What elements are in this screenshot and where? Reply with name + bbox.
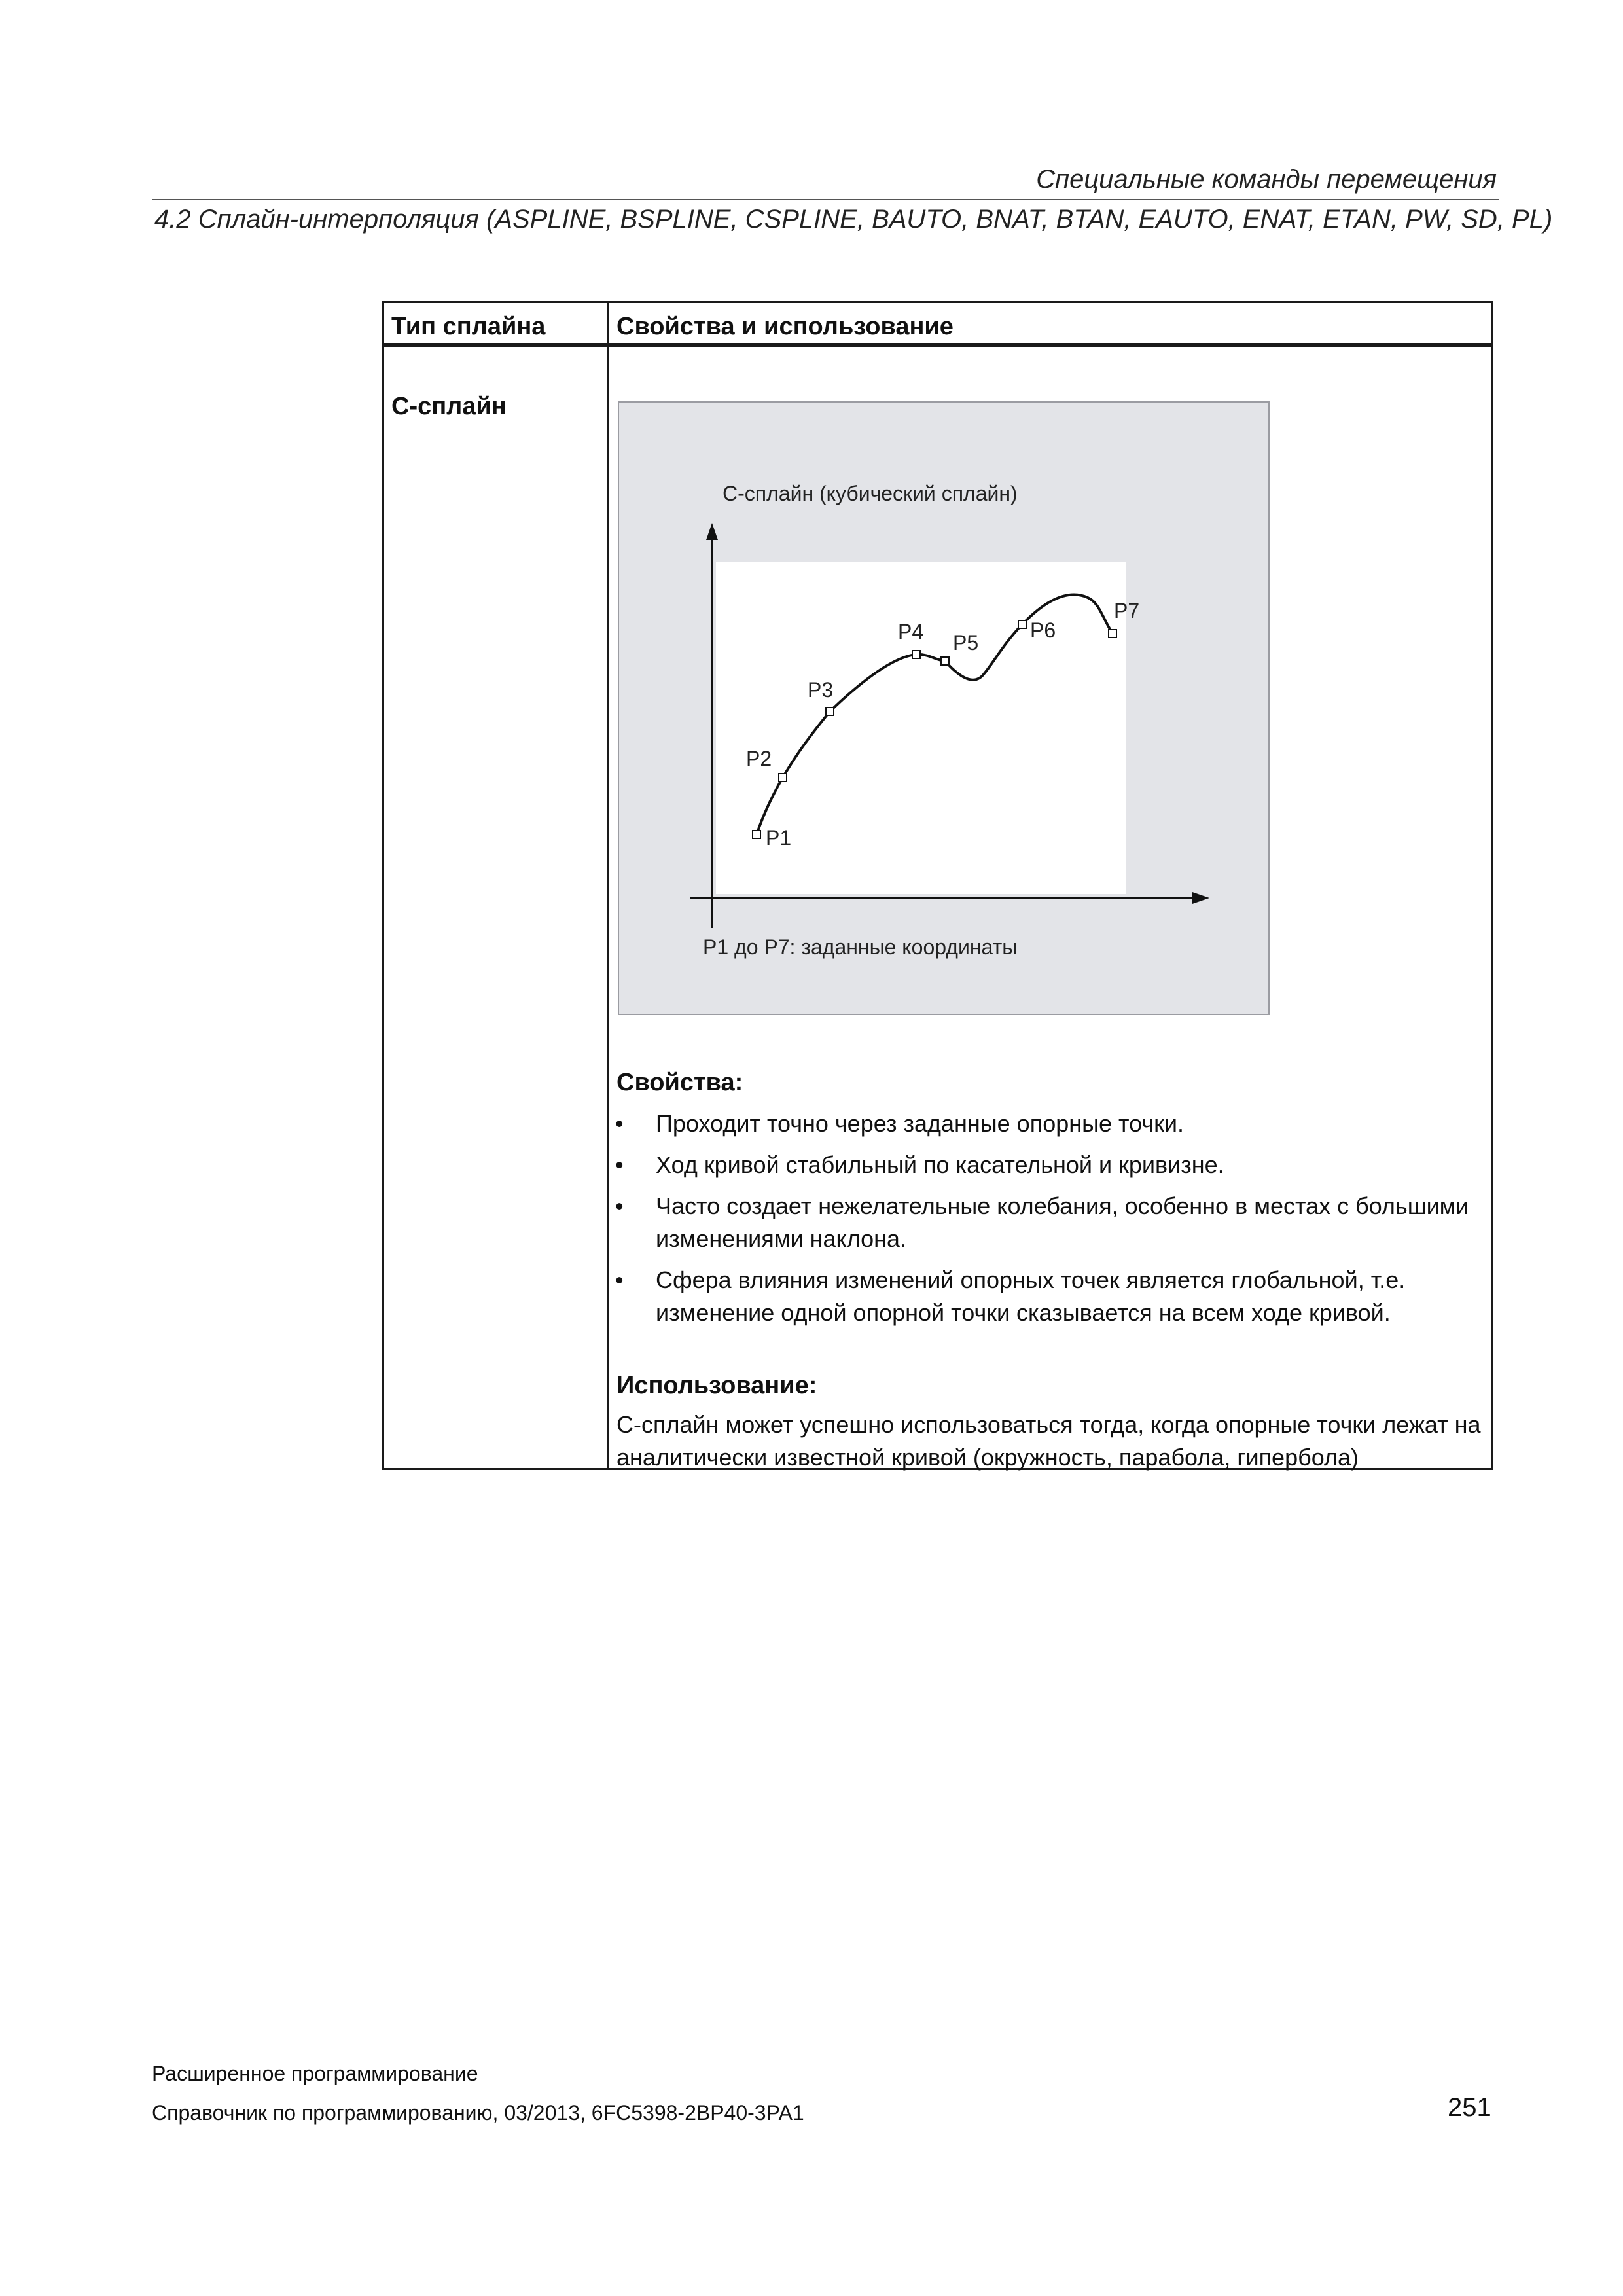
usage-heading: Использование: — [616, 1372, 817, 1399]
usage-text: C-сплайн может успешно использоваться тогда, когда опорные точки лежат на аналитически известной кривой (окружность, парабола, гипербола) — [616, 1411, 1481, 1471]
point-marker-p5 — [941, 657, 949, 665]
chapter-title: Специальные команды перемещения — [1036, 165, 1497, 194]
list-item: • Проходит точно через заданные опорные точки. — [615, 1107, 1479, 1140]
point-marker-p7 — [1109, 630, 1116, 637]
bullet-icon: • — [615, 1193, 624, 1219]
figure-caption: P1 до P7: заданные координаты — [703, 935, 1018, 959]
point-marker-p6 — [1018, 620, 1026, 628]
properties-heading: Свойства: — [616, 1069, 743, 1096]
list-item: • Сфера влияния изменений опорных точек является глобальной, т.е. изменение одной опорной точки сказывается на всем ходе кривой. — [615, 1264, 1479, 1329]
point-marker-p1 — [753, 831, 760, 838]
point-marker-p2 — [779, 774, 787, 781]
bullet-icon: • — [615, 1110, 624, 1137]
point-marker-p4 — [912, 651, 920, 658]
point-label-p6: P6 — [1030, 619, 1056, 642]
bullet-icon: • — [615, 1151, 624, 1178]
header-rule — [152, 199, 1499, 200]
table-cell-spline-type: C-сплайн — [391, 393, 507, 420]
section-title: 4.2 Сплайн-интерполяция (ASPLINE, BSPLINE, CSPLINE, BAUTO, BNAT, BTAN, EAUTO, ENAT, ETAN, PW, SD, PL) — [154, 205, 1553, 234]
list-item: • Часто создает нежелательные колебания, особенно в местах с большими изменениями наклона. — [615, 1190, 1479, 1255]
footer-doc-title: Расширенное программирование — [152, 2062, 478, 2085]
y-axis-arrow-icon — [706, 523, 718, 540]
table-header-spline-type: Тип сплайна — [391, 313, 546, 340]
table-column-divider — [607, 301, 609, 1470]
page-number: 251 — [1448, 2093, 1491, 2122]
properties-list — [615, 1107, 1479, 1338]
figure-title: C-сплайн (кубический сплайн) — [722, 482, 1018, 505]
point-label-p3: P3 — [808, 678, 834, 702]
table-header-rule — [382, 343, 1493, 347]
list-item: • Ход кривой стабильный по касательной и кривизне. — [615, 1149, 1479, 1181]
table-header-properties-usage: Свойства и использование — [616, 313, 954, 340]
point-label-p7: P7 — [1114, 599, 1140, 622]
c-spline-figure — [618, 401, 1270, 1015]
point-marker-p3 — [826, 708, 834, 715]
x-axis-arrow-icon — [1192, 892, 1209, 904]
point-label-p1: P1 — [766, 826, 792, 850]
point-label-p2: P2 — [746, 747, 772, 770]
point-label-p5: P5 — [953, 631, 979, 655]
point-label-p4: P4 — [898, 620, 924, 643]
bullet-icon: • — [615, 1266, 624, 1293]
footer-doc-info: Справочник по программированию, 03/2013, 6FC5398-2BP40-3PA1 — [152, 2101, 804, 2125]
